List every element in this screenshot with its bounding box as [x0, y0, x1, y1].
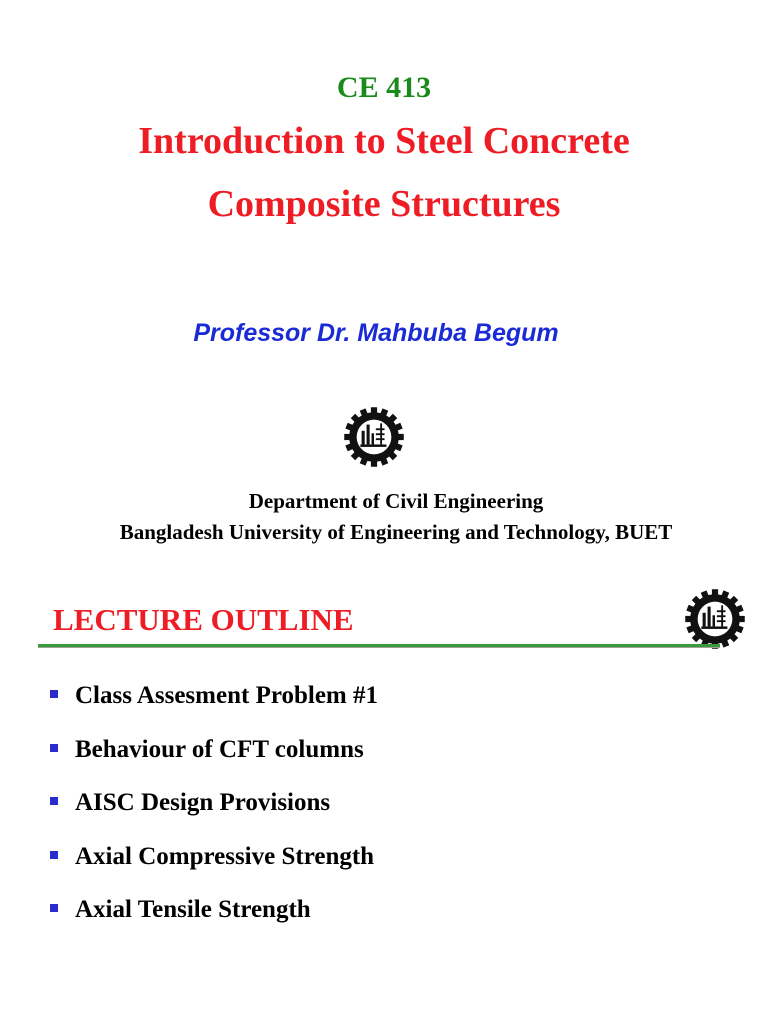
department-block [0, 486, 768, 548]
course-code: CE 413 [336, 71, 432, 104]
department-name: Department of Civil Engineering [248, 489, 544, 513]
lecture-outline-heading: LECTURE OUTLINE [53, 602, 354, 637]
square-bullet-icon [50, 904, 58, 912]
professor-name: Professor Dr. Mahbuba Begum [193, 319, 559, 347]
list-item [46, 734, 378, 788]
list-item [46, 680, 378, 734]
heading-divider-shadow [38, 647, 720, 648]
list-item-text: Behaviour of CFT columns [75, 735, 364, 763]
square-bullet-icon [50, 690, 58, 698]
list-item [46, 787, 378, 841]
list-item [46, 894, 378, 948]
buet-gear-logo-icon [684, 588, 746, 650]
square-bullet-icon [50, 797, 58, 805]
list-item-text: Axial Compressive Strength [75, 842, 375, 870]
slide-title-line-1: Introduction to Steel Concrete [138, 120, 630, 162]
list-item-text: Axial Tensile Strength [75, 896, 311, 923]
slide-title-line-2: Composite Structures [207, 183, 561, 225]
square-bullet-icon [50, 744, 58, 752]
list-item-text: AISC Design Provisions [75, 789, 331, 816]
university-name: Bangladesh University of Engineering and Technology, BUET [119, 520, 673, 544]
list-item-text: Class Assesment Problem #1 [75, 682, 379, 709]
square-bullet-icon [50, 851, 58, 859]
lecture-outline-list [46, 680, 378, 948]
buet-gear-logo-icon [343, 406, 405, 468]
list-item [46, 841, 378, 895]
